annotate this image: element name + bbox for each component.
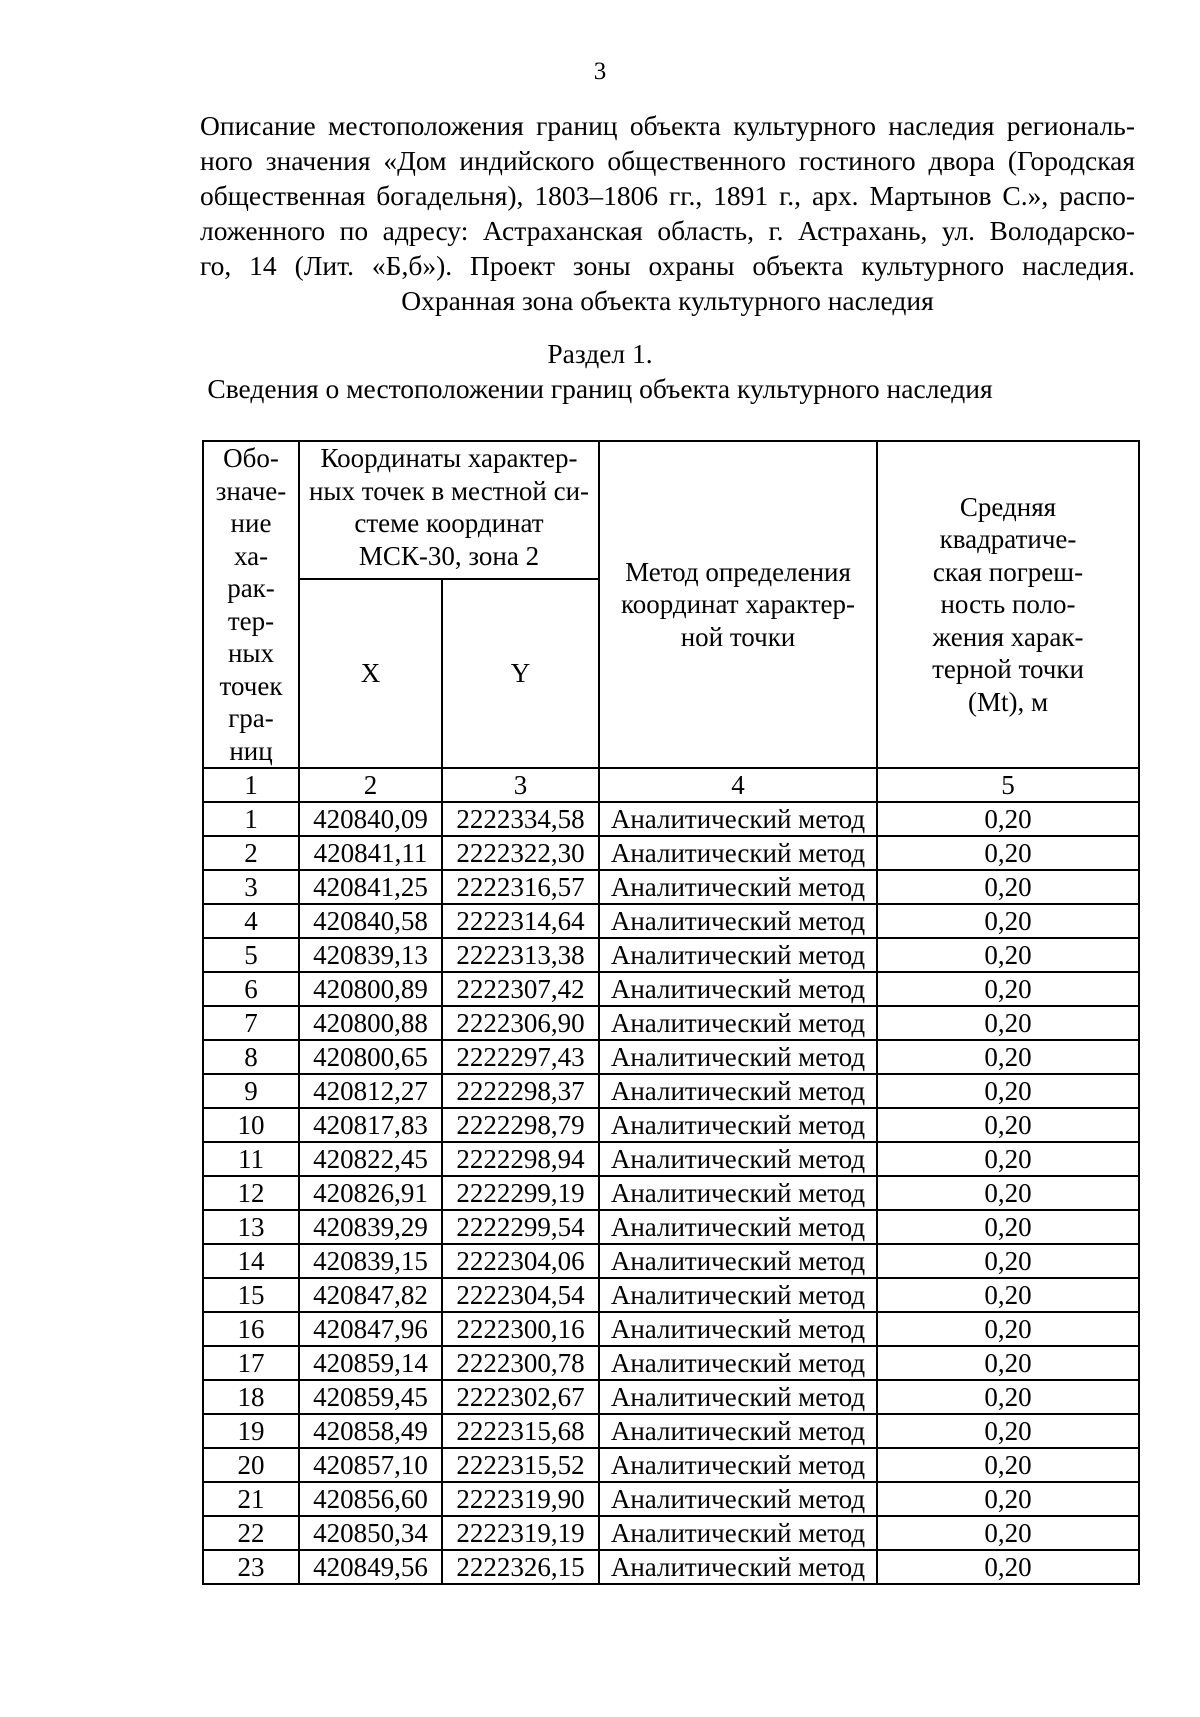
column-number: 1 [203,768,299,802]
coord-y: 2222315,68 [442,1414,599,1448]
coord-x: 420800,88 [299,1006,442,1040]
coord-y: 2222313,38 [442,938,599,972]
section-subtitle: Сведения о местоположении границ объекта культурного наследия [207,373,993,404]
header-x: X [299,579,442,768]
column-number: 3 [442,768,599,802]
coord-y: 2222334,58 [442,802,599,836]
error-cell: 0,20 [877,904,1139,938]
point-number: 4 [203,904,299,938]
coord-y: 2222302,67 [442,1380,599,1414]
point-number: 8 [203,1040,299,1074]
coord-y: 2222300,78 [442,1346,599,1380]
error-cell: 0,20 [877,1516,1139,1550]
coord-y: 2222316,57 [442,870,599,904]
method-cell: Аналитический метод [599,1550,877,1584]
column-number: 2 [299,768,442,802]
point-number: 6 [203,972,299,1006]
error-cell: 0,20 [877,1074,1139,1108]
coord-x: 420817,83 [299,1108,442,1142]
error-cell: 0,20 [877,1448,1139,1482]
table-row [203,1380,1139,1414]
heading-line: ложенного по адресу: Астраханская область, г. Астрахань, ул. Володарско- [200,215,1135,246]
error-cell: 0,20 [877,1040,1139,1074]
error-cell: 0,20 [877,1346,1139,1380]
coordinates-table [202,440,1140,1585]
coord-x: 420826,91 [299,1176,442,1210]
error-cell: 0,20 [877,1380,1139,1414]
heading-line: общественная богадельня), 1803–1806 гг., 1891 г., арх. Мартынов С.», распо- [200,180,1135,211]
method-cell: Аналитический метод [599,1210,877,1244]
point-number: 11 [203,1142,299,1176]
coord-y: 2222314,64 [442,904,599,938]
table-row [203,938,1139,972]
method-cell: Аналитический метод [599,972,877,1006]
table-row [203,802,1139,836]
error-cell: 0,20 [877,1414,1139,1448]
method-cell: Аналитический метод [599,1176,877,1210]
table-row [203,1516,1139,1550]
table-row [203,1244,1139,1278]
point-number: 10 [203,1108,299,1142]
point-number: 15 [203,1278,299,1312]
point-number: 23 [203,1550,299,1584]
heading-line: Описание местоположения границ объекта культурного наследия региональ- [200,110,1135,141]
coord-y: 2222319,19 [442,1516,599,1550]
coord-y: 2222319,90 [442,1482,599,1516]
error-cell: 0,20 [877,1108,1139,1142]
coord-x: 420812,27 [299,1074,442,1108]
error-cell: 0,20 [877,938,1139,972]
method-cell: Аналитический метод [599,1312,877,1346]
table-row [203,870,1139,904]
error-cell: 0,20 [877,802,1139,836]
point-number: 16 [203,1312,299,1346]
coord-x: 420800,89 [299,972,442,1006]
coord-y: 2222304,54 [442,1278,599,1312]
method-cell: Аналитический метод [599,1108,877,1142]
method-cell: Аналитический метод [599,1074,877,1108]
coord-x: 420839,15 [299,1244,442,1278]
coord-x: 420841,25 [299,870,442,904]
heading-line: ного значения «Дом индийского общественного гостиного двора (Городская [200,145,1135,176]
coord-x: 420840,58 [299,904,442,938]
coord-x: 420849,56 [299,1550,442,1584]
table-row [203,904,1139,938]
method-cell: Аналитический метод [599,1482,877,1516]
point-number: 3 [203,870,299,904]
error-cell: 0,20 [877,1312,1139,1346]
coord-y: 2222326,15 [442,1550,599,1584]
coord-x: 420839,29 [299,1210,442,1244]
column-number: 4 [599,768,877,802]
point-number: 22 [203,1516,299,1550]
method-cell: Аналитический метод [599,1380,877,1414]
point-number: 14 [203,1244,299,1278]
coord-x: 420858,49 [299,1414,442,1448]
point-number: 5 [203,938,299,972]
point-number: 19 [203,1414,299,1448]
point-number: 13 [203,1210,299,1244]
table-row [203,972,1139,1006]
header-designation: Обо- значе- ние ха- рак- тер- ных точек гра- ниц [203,441,299,768]
error-cell: 0,20 [877,836,1139,870]
coord-y: 2222315,52 [442,1448,599,1482]
coord-y: 2222299,54 [442,1210,599,1244]
point-number: 21 [203,1482,299,1516]
point-number: 17 [203,1346,299,1380]
error-cell: 0,20 [877,1550,1139,1584]
heading-line: Охранная зона объекта культурного наследия [401,285,934,316]
coord-x: 420857,10 [299,1448,442,1482]
method-cell: Аналитический метод [599,870,877,904]
method-cell: Аналитический метод [599,938,877,972]
point-number: 12 [203,1176,299,1210]
table-row [203,1210,1139,1244]
point-number: 9 [203,1074,299,1108]
method-cell: Аналитический метод [599,1516,877,1550]
point-number: 2 [203,836,299,870]
error-cell: 0,20 [877,1176,1139,1210]
coord-y: 2222304,06 [442,1244,599,1278]
header-coordinates: Координаты характер- ных точек в местной си- стеме координат МСК-30, зона 2 [299,441,599,579]
document-heading [200,108,1135,318]
table-row [203,1482,1139,1516]
method-cell: Аналитический метод [599,904,877,938]
method-cell: Аналитический метод [599,1006,877,1040]
coord-x: 420840,09 [299,802,442,836]
point-number: 7 [203,1006,299,1040]
method-cell: Аналитический метод [599,1448,877,1482]
coord-y: 2222307,42 [442,972,599,1006]
coord-x: 420847,96 [299,1312,442,1346]
coord-y: 2222298,37 [442,1074,599,1108]
coord-y: 2222306,90 [442,1006,599,1040]
method-cell: Аналитический метод [599,1040,877,1074]
table-row [203,1176,1139,1210]
coord-x: 420800,65 [299,1040,442,1074]
coord-x: 420847,82 [299,1278,442,1312]
error-cell: 0,20 [877,1278,1139,1312]
coord-x: 420822,45 [299,1142,442,1176]
coord-y: 2222299,19 [442,1176,599,1210]
table-row [203,1142,1139,1176]
error-cell: 0,20 [877,870,1139,904]
table-row [203,1040,1139,1074]
column-number: 5 [877,768,1139,802]
coord-x: 420856,60 [299,1482,442,1516]
header-error: Средняя квадратиче- ская погреш- ность поло- жения харак- терной точки (Mt), м [877,441,1139,768]
header-method: Метод определения координат характер- ной точки [599,441,877,768]
coord-x: 420850,34 [299,1516,442,1550]
table-row [203,1312,1139,1346]
coord-x: 420859,45 [299,1380,442,1414]
table-row [203,836,1139,870]
coord-y: 2222322,30 [442,836,599,870]
method-cell: Аналитический метод [599,1142,877,1176]
error-cell: 0,20 [877,1210,1139,1244]
coord-y: 2222300,16 [442,1312,599,1346]
table-row [203,1414,1139,1448]
error-cell: 0,20 [877,1482,1139,1516]
table-row [203,1346,1139,1380]
section-title: Раздел 1. [547,338,653,369]
error-cell: 0,20 [877,1142,1139,1176]
error-cell: 0,20 [877,1244,1139,1278]
error-cell: 0,20 [877,972,1139,1006]
method-cell: Аналитический метод [599,836,877,870]
table-row [203,1550,1139,1584]
error-cell: 0,20 [877,1006,1139,1040]
header-y: Y [442,579,599,768]
heading-line: го, 14 (Лит. «Б,б»). Проект зоны охраны объекта культурного наследия. [200,250,1135,281]
table-row [203,1006,1139,1040]
point-number: 20 [203,1448,299,1482]
page-number: 3 [593,58,607,85]
table-row [203,1278,1139,1312]
method-cell: Аналитический метод [599,1346,877,1380]
table-row [203,1074,1139,1108]
table-row [203,1448,1139,1482]
coord-y: 2222297,43 [442,1040,599,1074]
coord-x: 420839,13 [299,938,442,972]
coord-x: 420859,14 [299,1346,442,1380]
table-body [203,802,1139,1584]
method-cell: Аналитический метод [599,1244,877,1278]
method-cell: Аналитический метод [599,1278,877,1312]
point-number: 1 [203,802,299,836]
coord-y: 2222298,94 [442,1142,599,1176]
point-number: 18 [203,1380,299,1414]
coord-x: 420841,11 [299,836,442,870]
method-cell: Аналитический метод [599,1414,877,1448]
method-cell: Аналитический метод [599,802,877,836]
coord-y: 2222298,79 [442,1108,599,1142]
table-row [203,1108,1139,1142]
